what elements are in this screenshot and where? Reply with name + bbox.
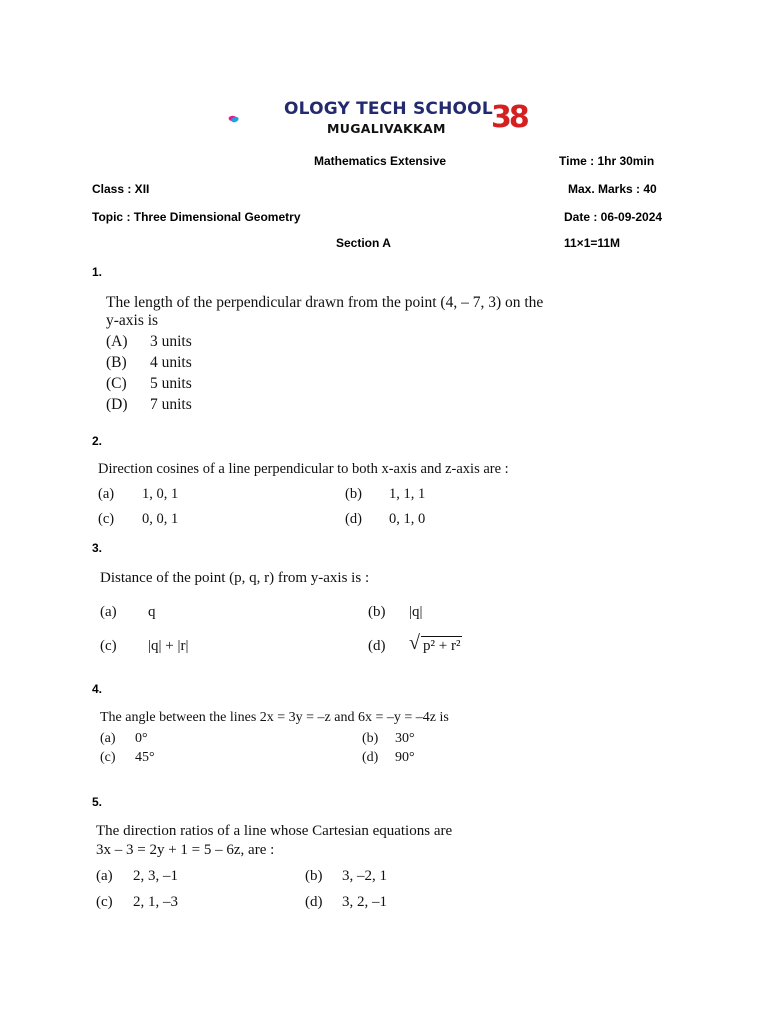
option-label: (d) bbox=[305, 894, 323, 910]
option-value: 0° bbox=[135, 731, 148, 746]
question-number: 3. bbox=[92, 541, 103, 555]
option-value: 2, 3, –1 bbox=[133, 868, 178, 884]
option-label: (a) bbox=[98, 486, 115, 502]
option-value: |q| + |r| bbox=[148, 638, 189, 654]
question-number: 1. bbox=[92, 265, 103, 279]
max-marks: Max. Marks : 40 bbox=[568, 182, 657, 196]
option-value: q bbox=[148, 604, 156, 620]
topic: Topic : Three Dimensional Geometry bbox=[92, 210, 301, 224]
option-label: (D) bbox=[106, 396, 128, 413]
option-value: 1, 1, 1 bbox=[389, 486, 426, 502]
option-value: 7 units bbox=[150, 396, 192, 413]
school-name: OLOGY TECH SCHOOL bbox=[284, 99, 493, 119]
date: Date : 06-09-2024 bbox=[564, 210, 663, 224]
option-value: 30° bbox=[395, 731, 415, 746]
option-value: 0, 0, 1 bbox=[142, 511, 179, 527]
option-value: 3 units bbox=[150, 333, 192, 350]
school-location: MUGALIVAKKAM bbox=[327, 121, 446, 136]
option-label: (b) bbox=[362, 731, 379, 746]
time: Time : 1hr 30min bbox=[559, 154, 655, 168]
option-value: 0, 1, 0 bbox=[389, 511, 426, 527]
subject: Mathematics Extensive bbox=[314, 154, 447, 168]
option-label: (d) bbox=[362, 750, 379, 765]
question-text: 3x – 3 = 2y + 1 = 5 – 6z, are : bbox=[96, 842, 275, 858]
question-number: 4. bbox=[92, 682, 103, 696]
option-sqrt bbox=[409, 632, 462, 655]
option-label: (a) bbox=[96, 868, 113, 884]
option-label: (c) bbox=[100, 750, 116, 765]
option-value: 5 units bbox=[150, 375, 192, 392]
question-text: The direction ratios of a line whose Cartesian equations are bbox=[96, 823, 453, 839]
question-text: The angle between the lines 2x = 3y = –z and 6x = –y = –4z is bbox=[100, 710, 449, 725]
option-value: 90° bbox=[395, 750, 415, 765]
class: Class : XII bbox=[92, 182, 150, 196]
option-label: (c) bbox=[96, 894, 113, 910]
option-value: |q| bbox=[409, 604, 423, 620]
section-title: Section A bbox=[336, 236, 391, 250]
option-value: 3, –2, 1 bbox=[342, 868, 387, 884]
option-label: (b) bbox=[345, 486, 362, 502]
question-text: The length of the perpendicular drawn from the point (4, – 7, 3) on the bbox=[106, 294, 544, 311]
question-text: y-axis is bbox=[106, 312, 159, 329]
option-label: (a) bbox=[100, 604, 117, 620]
option-value: 4 units bbox=[150, 354, 192, 371]
marks-scheme: 11×1=11M bbox=[564, 236, 621, 250]
option-value: p² + r² bbox=[423, 638, 461, 654]
sqrt-expression bbox=[409, 632, 462, 655]
option-value: 1, 0, 1 bbox=[142, 486, 179, 502]
option-value: 3, 2, –1 bbox=[342, 894, 387, 910]
question-text: Direction cosines of a line perpendicular to both x-axis and z-axis are : bbox=[98, 461, 509, 477]
anniversary-badge: 38 bbox=[491, 100, 527, 135]
sqrt-symbol: √ bbox=[409, 632, 420, 654]
option-label: (b) bbox=[305, 868, 323, 884]
question-number: 5. bbox=[92, 795, 103, 809]
option-label: (c) bbox=[100, 638, 117, 654]
school-logo bbox=[228, 96, 288, 142]
question-text: Distance of the point (p, q, r) from y-axis is : bbox=[100, 570, 370, 586]
option-label: (C) bbox=[106, 375, 127, 392]
option-label: (d) bbox=[345, 511, 362, 527]
option-label: (a) bbox=[100, 731, 116, 746]
question-number: 2. bbox=[92, 434, 103, 448]
option-value: 45° bbox=[135, 750, 155, 765]
option-label: (b) bbox=[368, 604, 386, 620]
option-label: (A) bbox=[106, 333, 128, 350]
option-label: (d) bbox=[368, 638, 386, 654]
option-value: 2, 1, –3 bbox=[133, 894, 178, 910]
option-label: (B) bbox=[106, 354, 127, 371]
option-label: (c) bbox=[98, 511, 115, 527]
